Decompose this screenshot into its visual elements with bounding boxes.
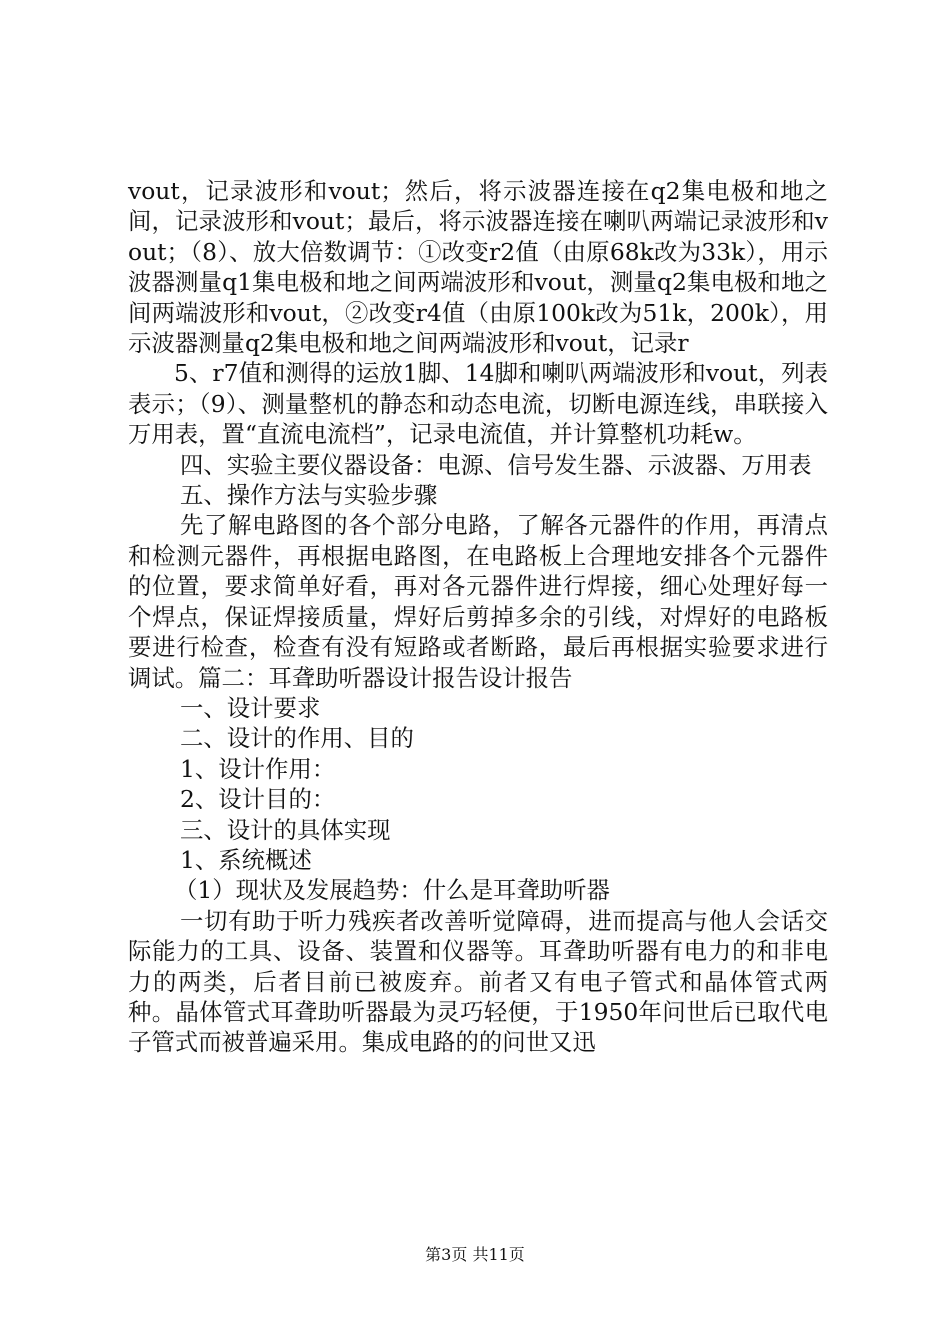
paragraph-step-5: 5、r7值和测得的运放1脚、14脚和喇叭两端波形和vout，列表表示；（9）、测量整机的静态和动态电流，切断电源连线，串联接入万用表，置“直流电流档”，记录电流值，并计算整机功耗w。 <box>128 359 828 449</box>
heading-design-purpose: 二、设计的作用、目的 <box>180 724 414 753</box>
heading-design-requirements: 一、设计要求 <box>180 693 321 722</box>
document-body <box>128 176 828 1058</box>
paragraph-hearing-aid-intro: 一切有助于听力残疾者改善听觉障碍，进而提高与他人会话交际能力的工具、设备、装置和仪器等。耳聋助听器有电力的和非电力的两类，后者目前已被废弃。前者又有电子管式和晶体管式两种。晶体管式耳聋助听器最为灵巧轻便，于1950年问世后已取代电子管式而被普遍采用。集成电路的的问世又迅 <box>128 906 828 1057</box>
heading-status-trend: （1）现状及发展趋势：什么是耳聋助听器 <box>174 876 610 905</box>
heading-design-implementation: 三、设计的具体实现 <box>180 815 391 844</box>
paragraph-experiment-steps-cont: vout，记录波形和vout；然后，将示波器连接在q2集电极和地之间，记录波形和vout；最后，将示波器连接在喇叭两端记录波形和vout；（8）、放大倍数调节：①改变r2值（由原68k改为33k），用示波器测量q1集电极和地之间两端波形和vout，测量q2集电极和地之间两端波形和vout，②改变r4值（由原100k改为51k，200k），用示波器测量q2集电极和地之间两端波形和vout，记录r <box>128 177 828 358</box>
paragraph-operation-steps: 先了解电路图的各个部分电路，了解各元器件的作用，再清点和检测元器件，再根据电路图，在电路板上合理地安排各个元器件的位置，要求简单好看，再对各元器件进行焊接，细心处理好每一个焊点，保证焊接质量，焊好后剪掉多余的引线，对焊好的电路板要进行检查，检查有没有短路或者断路，最后再根据实验要求进行调试。篇二：耳聋助听器设计报告设计报告 <box>128 511 828 692</box>
heading-design-goal: 2、设计目的： <box>180 785 336 814</box>
heading-design-function: 1、设计作用： <box>180 754 336 783</box>
page-number-footer: 第3页 共11页 <box>425 1245 525 1264</box>
heading-system-overview: 1、系统概述 <box>180 845 312 874</box>
paragraph-equipment: 四、实验主要仪器设备：电源、信号发生器、示波器、万用表 <box>180 450 812 479</box>
heading-operation-method: 五、操作方法与实验步骤 <box>180 481 438 510</box>
